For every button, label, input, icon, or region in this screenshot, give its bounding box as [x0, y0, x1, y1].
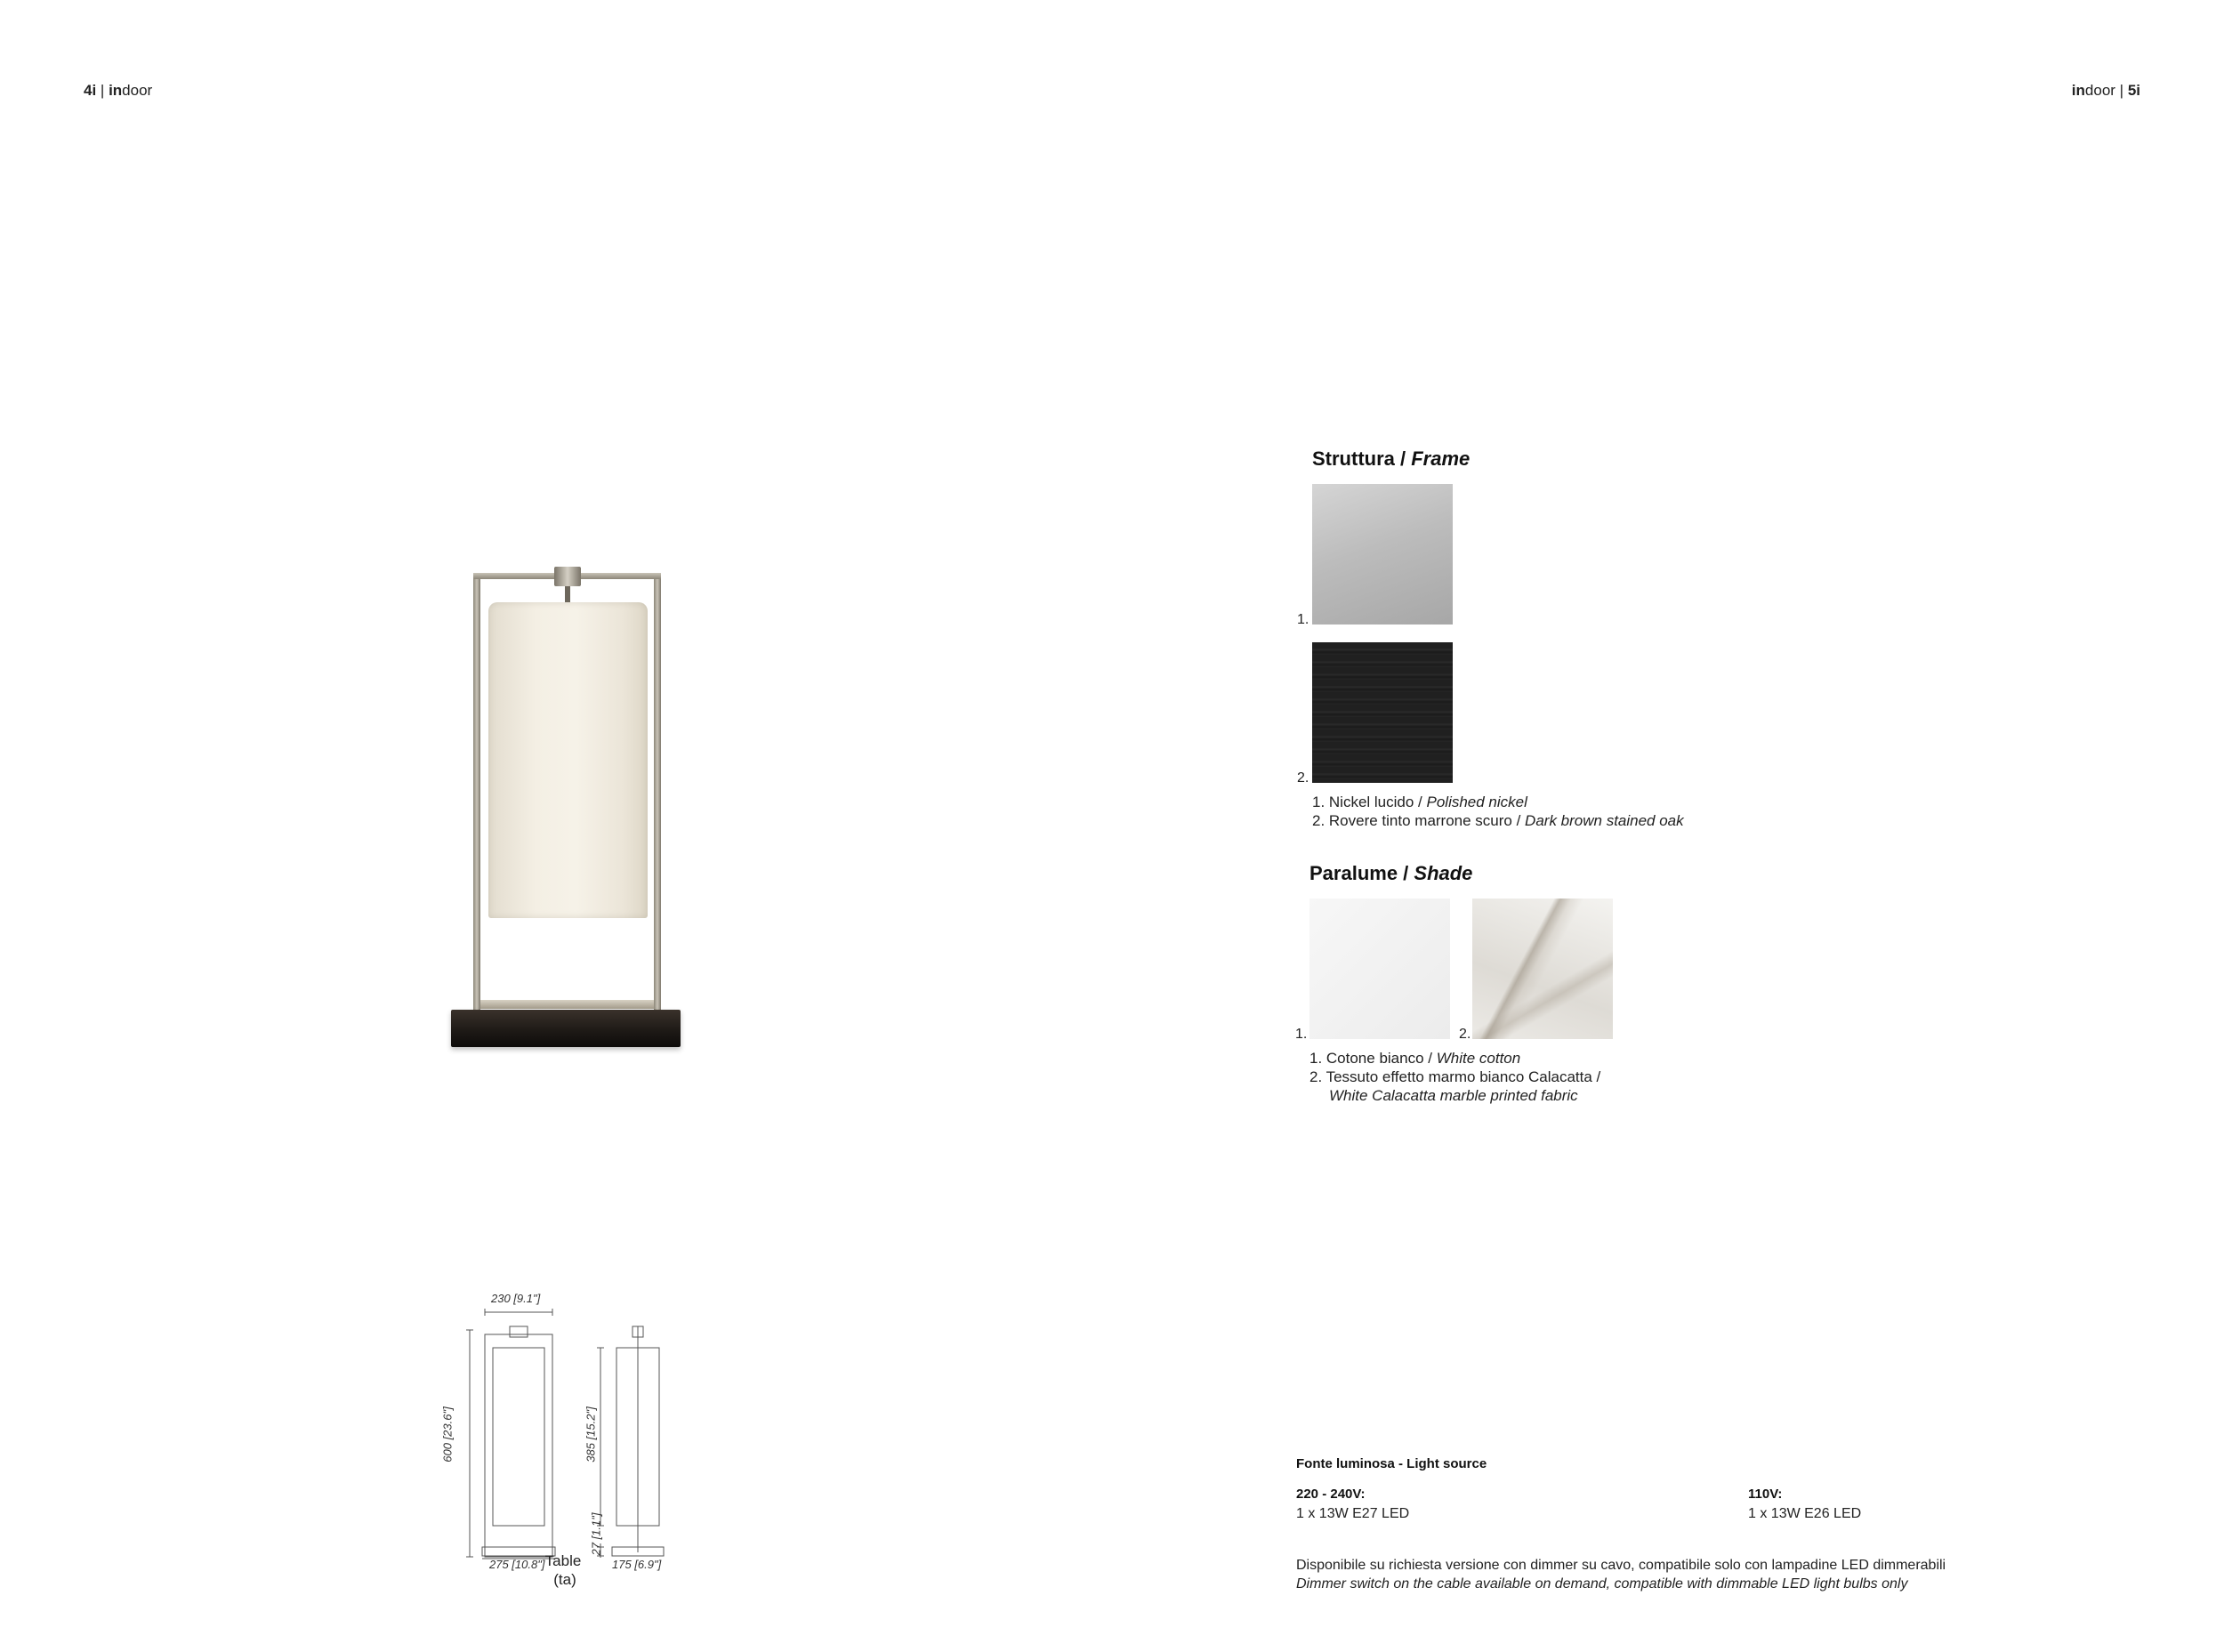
lamp-base [451, 1010, 681, 1047]
dim-width-top: 230 [9.1"] [491, 1292, 541, 1305]
page-number-right: indoor | 5i [2071, 82, 2140, 99]
swatch-number: 1. [1297, 612, 1309, 627]
front-connector-outline [510, 1326, 528, 1337]
dim-depth: 175 [6.9"] [612, 1558, 662, 1571]
frame-title: Struttura / Frame [1312, 447, 1471, 470]
shade-title: Paralume / Shade [1309, 862, 1473, 884]
voltage-220-value: 1 x 13W E27 LED [1296, 1506, 1410, 1521]
dim-width-bottom: 275 [10.8"] [489, 1558, 545, 1571]
dim-height-total: 600 [23.6"] [440, 1406, 455, 1463]
drawing-caption: Table [544, 1552, 582, 1569]
finish-item: 2. Tessuto effetto marmo bianco Calacatta / [1309, 1068, 1601, 1085]
finish-item: 1. Nickel lucido / Polished nickel [1312, 794, 1527, 810]
voltage-110-label: 110V: [1748, 1487, 1783, 1502]
page-number-left: 4i | indoor [84, 82, 153, 99]
swatch-number: 2. [1297, 770, 1309, 786]
dim-shade-height: 385 [15.2"] [584, 1406, 598, 1463]
front-frame-outline [485, 1334, 552, 1557]
dim-base-height: 27 [1.1"] [589, 1512, 603, 1556]
lamp-connector [554, 567, 581, 586]
dimmer-note-en: Dimmer switch on the cable available on demand, compatible with dimmable LED light bulbs only [1296, 1576, 1908, 1592]
front-shade-outline [493, 1348, 544, 1526]
swatch-calacatta-marble [1472, 899, 1613, 1039]
finish-item: 2. Rovere tinto marrone scuro / Dark brown stained oak [1312, 812, 1684, 829]
dimension-diagram [436, 1294, 694, 1561]
drawing-code: (ta) [553, 1571, 576, 1588]
frame-finish-list [1312, 793, 1684, 830]
voltage-110-value: 1 x 13W E26 LED [1748, 1506, 1862, 1521]
dimmer-note-it: Disponibile su richiesta versione con dimmer su cavo, compatibile solo con lampadine LED dimmerabili [1296, 1558, 1946, 1573]
lamp-product-image [445, 560, 685, 1059]
swatch-number: 1. [1295, 1027, 1308, 1042]
swatch-white-cotton [1309, 899, 1450, 1039]
swatch-number: 2. [1459, 1027, 1471, 1042]
finish-item: White Calacatta marble printed fabric [1329, 1087, 1578, 1104]
lamp-shade [488, 602, 648, 918]
swatch-dark-oak [1312, 642, 1453, 783]
finish-item: 1. Cotone bianco / White cotton [1309, 1050, 1521, 1067]
shade-finish-list [1309, 1049, 1600, 1105]
swatch-polished-nickel [1312, 484, 1453, 625]
light-source-title: Fonte luminosa - Light source [1296, 1456, 1487, 1471]
voltage-220-label: 220 - 240V: [1296, 1487, 1366, 1502]
technical-drawing [436, 1294, 694, 1597]
